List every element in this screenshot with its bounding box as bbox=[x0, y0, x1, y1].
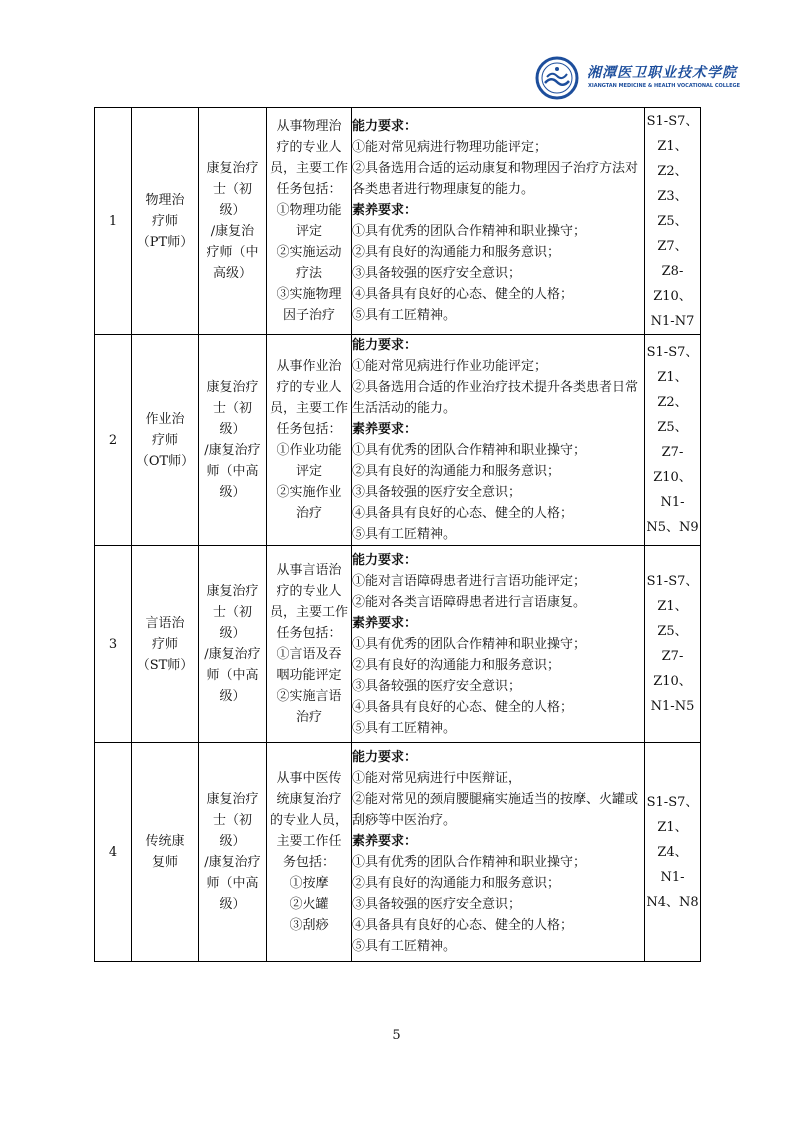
job-title-cell bbox=[199, 108, 267, 335]
course-codes-cell-text: S1-S7、 Z1、Z4、 N1-N4、N8 bbox=[646, 794, 699, 910]
requirements-cell bbox=[352, 108, 645, 335]
row-index bbox=[95, 546, 132, 743]
quality-item: ③具备较强的医疗安全意识； bbox=[352, 678, 522, 694]
school-name-en: XIANGTAN MEDICINE & HEALTH VOCATIONAL COLLEGE bbox=[588, 83, 741, 89]
job-tasks-cell bbox=[267, 546, 352, 743]
course-codes-cell-text: S1-S7、 Z1、Z5、 Z7-Z10、 N1-N5 bbox=[646, 574, 699, 714]
quality-item: ⑤具有工匠精神。 bbox=[352, 939, 457, 954]
quality-item: ②具有良好的沟通能力和服务意识； bbox=[352, 245, 561, 260]
ability-heading: 能力要求： bbox=[352, 119, 418, 134]
job-title-cell-text: 康复治疗 士（初级） /康复治疗 师（中高 级） bbox=[204, 792, 261, 912]
course-codes-cell-text: S1-S7、 Z1、Z2、 Z3、Z5、 Z7、 Z8-Z10、 N1-N7 bbox=[646, 113, 699, 329]
course-codes-cell bbox=[645, 108, 701, 335]
ability-item: ②能对各类言语障碍患者进行言语康复。 bbox=[352, 594, 587, 610]
ability-item: ②具备选用合适的作业治疗技术提升各类患者日常生活活动的能力。 bbox=[352, 380, 639, 416]
job-tasks-cell bbox=[267, 335, 352, 546]
job-tasks-cell-text: 从事作业治 疗的专业人 员，主要工作 任务包括： ①作业功能 评定 ②实施作业 治疗 bbox=[270, 359, 349, 521]
quality-item: ④具备具有良好的心态、健全的人格； bbox=[352, 287, 574, 302]
job-tasks-cell bbox=[267, 743, 352, 962]
table-row bbox=[95, 743, 701, 962]
quality-heading: 素养要求： bbox=[352, 422, 418, 437]
quality-item: ③具备较强的医疗安全意识； bbox=[352, 266, 522, 281]
row-index bbox=[95, 335, 132, 546]
ability-item: ②具备选用合适的运动康复和物理因子治疗方法对各类患者进行物理康复的能力。 bbox=[352, 161, 639, 197]
course-codes-cell-text: S1-S7、 Z1、Z2、 Z5、 Z7-Z10、 N1-N5、N9 bbox=[646, 345, 699, 535]
course-codes-cell bbox=[645, 546, 701, 743]
job-title-cell-text: 康复治疗 士（初级） /康复治疗 师（中高 级） bbox=[204, 584, 261, 704]
ability-heading: 能力要求： bbox=[352, 338, 418, 353]
quality-item: ④具备具有良好的心态、健全的人格； bbox=[352, 699, 574, 715]
school-name-cn: 湘潭医卫职业技术学院 bbox=[587, 65, 737, 81]
job-tasks-cell-text: 从事中医传 统康复治疗 的专业人员， 主要工作任 务包括： ①按摩 ②火罐 ③刮痧 bbox=[270, 771, 349, 933]
quality-item: ④具备具有良好的心态、健全的人格； bbox=[352, 918, 574, 933]
job-title-cell bbox=[199, 743, 267, 962]
row-index bbox=[95, 108, 132, 335]
job-name-cell-text: 物理治 疗师 （PT师） bbox=[136, 192, 194, 250]
job-name-cell-text: 言语治 疗师 （ST师） bbox=[136, 615, 194, 673]
row-index bbox=[95, 743, 132, 962]
table-row bbox=[95, 108, 701, 335]
ability-item: ①能对言语障碍患者进行言语功能评定； bbox=[352, 573, 587, 589]
ability-item: ②能对常见的颈肩腰腿痛实施适当的按摩、火罐或刮痧等中医治疗。 bbox=[352, 792, 639, 828]
ability-item: ①能对常见病进行作业功能评定； bbox=[352, 359, 548, 374]
table-row bbox=[95, 546, 701, 743]
page-number: 5 bbox=[392, 1028, 401, 1043]
job-title-cell bbox=[199, 546, 267, 743]
quality-item: ②具有良好的沟通能力和服务意识； bbox=[352, 657, 561, 673]
job-name-cell bbox=[132, 743, 199, 962]
quality-item: ③具备较强的医疗安全意识； bbox=[352, 897, 522, 912]
job-title-cell bbox=[199, 335, 267, 546]
row-index-text: 3 bbox=[108, 636, 118, 652]
job-name-cell bbox=[132, 546, 199, 743]
school-header bbox=[535, 56, 741, 100]
row-index-text: 1 bbox=[108, 213, 118, 229]
quality-item: ①具有优秀的团队合作精神和职业操守； bbox=[352, 636, 587, 652]
quality-item: ②具有良好的沟通能力和服务意识； bbox=[352, 876, 561, 891]
ability-heading: 能力要求： bbox=[352, 750, 418, 765]
school-logo-icon bbox=[535, 56, 579, 100]
job-name-cell-text: 传统康 复师 bbox=[145, 834, 185, 870]
ability-item: ①能对常见病进行中医辩证， bbox=[352, 771, 522, 786]
requirements-cell bbox=[352, 546, 645, 743]
quality-item: ③具备较强的医疗安全意识； bbox=[352, 485, 522, 500]
table-row bbox=[95, 335, 701, 546]
quality-item: ⑤具有工匠精神。 bbox=[352, 308, 457, 323]
job-tasks-cell-text: 从事物理治 疗的专业人 员，主要工作 任务包括： ①物理功能 评定 ②实施运动 疗法 ③实施物理 因子治疗 bbox=[270, 119, 349, 323]
job-tasks-cell bbox=[267, 108, 352, 335]
ability-heading: 能力要求： bbox=[352, 552, 418, 568]
job-tasks-cell-text: 从事言语治 疗的专业人 员，主要工作 任务包括： ①言语及吞 咽功能评定 ②实施言语 治疗 bbox=[270, 563, 349, 725]
row-index-text: 2 bbox=[108, 432, 118, 448]
quality-heading: 素养要求： bbox=[352, 203, 418, 218]
course-codes-cell bbox=[645, 335, 701, 546]
job-name-cell bbox=[132, 108, 199, 335]
quality-item: ①具有优秀的团队合作精神和职业操守； bbox=[352, 855, 587, 870]
job-requirements-table bbox=[94, 107, 701, 962]
quality-item: ②具有良好的沟通能力和服务意识； bbox=[352, 464, 561, 479]
requirements-cell bbox=[352, 335, 645, 546]
quality-item: ①具有优秀的团队合作精神和职业操守； bbox=[352, 443, 587, 458]
quality-heading: 素养要求： bbox=[352, 615, 418, 631]
ability-item: ①能对常见病进行物理功能评定； bbox=[352, 140, 548, 155]
requirements-cell bbox=[352, 743, 645, 962]
course-codes-cell bbox=[645, 743, 701, 962]
job-name-cell-text: 作业治 疗师 （OT师） bbox=[135, 411, 195, 469]
quality-item: ①具有优秀的团队合作精神和职业操守； bbox=[352, 224, 587, 239]
job-title-cell-text: 康复治疗 士（初级） /康复治疗 师（中高 级） bbox=[204, 380, 261, 500]
quality-item: ④具备具有良好的心态、健全的人格； bbox=[352, 506, 574, 521]
row-index-text: 4 bbox=[108, 844, 118, 860]
job-name-cell bbox=[132, 335, 199, 546]
quality-item: ⑤具有工匠精神。 bbox=[352, 720, 457, 736]
quality-heading: 素养要求： bbox=[352, 834, 418, 849]
job-title-cell-text: 康复治疗 士（初级） /康复治 疗师（中 高级） bbox=[206, 161, 259, 281]
quality-item: ⑤具有工匠精神。 bbox=[352, 527, 457, 542]
